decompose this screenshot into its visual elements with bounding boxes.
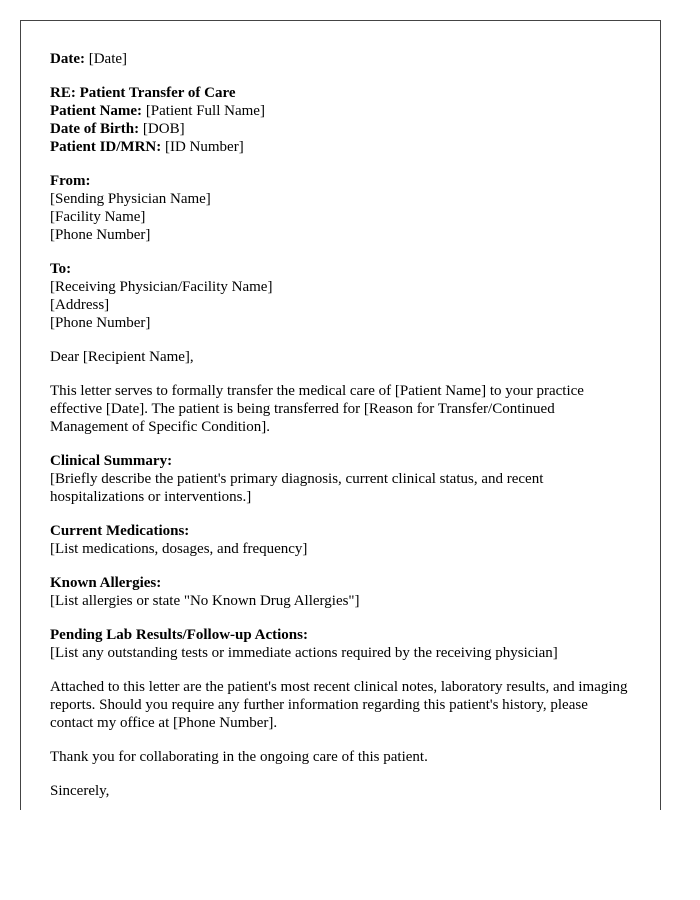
medications-heading: Current Medications: [50,523,190,539]
clinical-summary-section [50,452,630,506]
re-block [50,84,630,156]
pending-text: [List any outstanding tests or immediate actions required by the receiving physician] [50,645,558,661]
dob-label: Date of Birth: [50,121,140,137]
letter-page [20,20,661,810]
from-block [50,172,630,244]
salutation: Dear [Recipient Name], [50,349,194,365]
patient-name-value: [Patient Full Name] [145,103,265,119]
pending-heading: Pending Lab Results/Follow-up Actions: [50,627,308,643]
from-label: From: [50,173,91,189]
medications-text: [List medications, dosages, and frequency] [50,541,308,557]
from-facility: [Facility Name] [50,209,146,225]
to-label: To: [50,261,72,277]
re-title: RE: Patient Transfer of Care [50,85,236,101]
attachments-paragraph: Attached to this letter are the patient's most recent clinical notes, laboratory results, and imaging reports. Should you require any further information regarding this patient's history, please contact my office at [Phone Number]. [50,679,628,731]
intro-paragraph: This letter serves to formally transfer the medical care of [Patient Name] to your practice effective [Date]. The patient is being transferred for [Reason for Transfer/Continued Management of Specific Condition]. [50,383,584,435]
closing: Sincerely, [50,783,110,799]
letter-content [50,50,630,810]
patient-id-label: Patient ID/MRN: [50,139,162,155]
to-phone: [Phone Number] [50,315,151,331]
allergies-heading: Known Allergies: [50,575,162,591]
date-block [50,50,630,68]
from-phone: [Phone Number] [50,227,151,243]
dob-value: [DOB] [142,121,185,137]
date-value: [Date] [88,51,128,67]
pending-section [50,626,630,662]
thanks-paragraph: Thank you for collaborating in the ongoing care of this patient. [50,749,428,765]
medications-section [50,522,630,558]
patient-name-label: Patient Name: [50,103,143,119]
to-recipient: [Receiving Physician/Facility Name] [50,279,273,295]
allergies-text: [List allergies or state "No Known Drug Allergies"] [50,593,360,609]
to-block [50,260,630,332]
clinical-summary-text: [Briefly describe the patient's primary diagnosis, current clinical status, and recent hospitalizations or interventions.] [50,471,544,505]
from-physician: [Sending Physician Name] [50,191,211,207]
allergies-section [50,574,630,610]
to-address: [Address] [50,297,110,313]
clinical-summary-heading: Clinical Summary: [50,453,173,469]
date-label: Date: [50,51,85,67]
patient-id-value: [ID Number] [164,139,244,155]
